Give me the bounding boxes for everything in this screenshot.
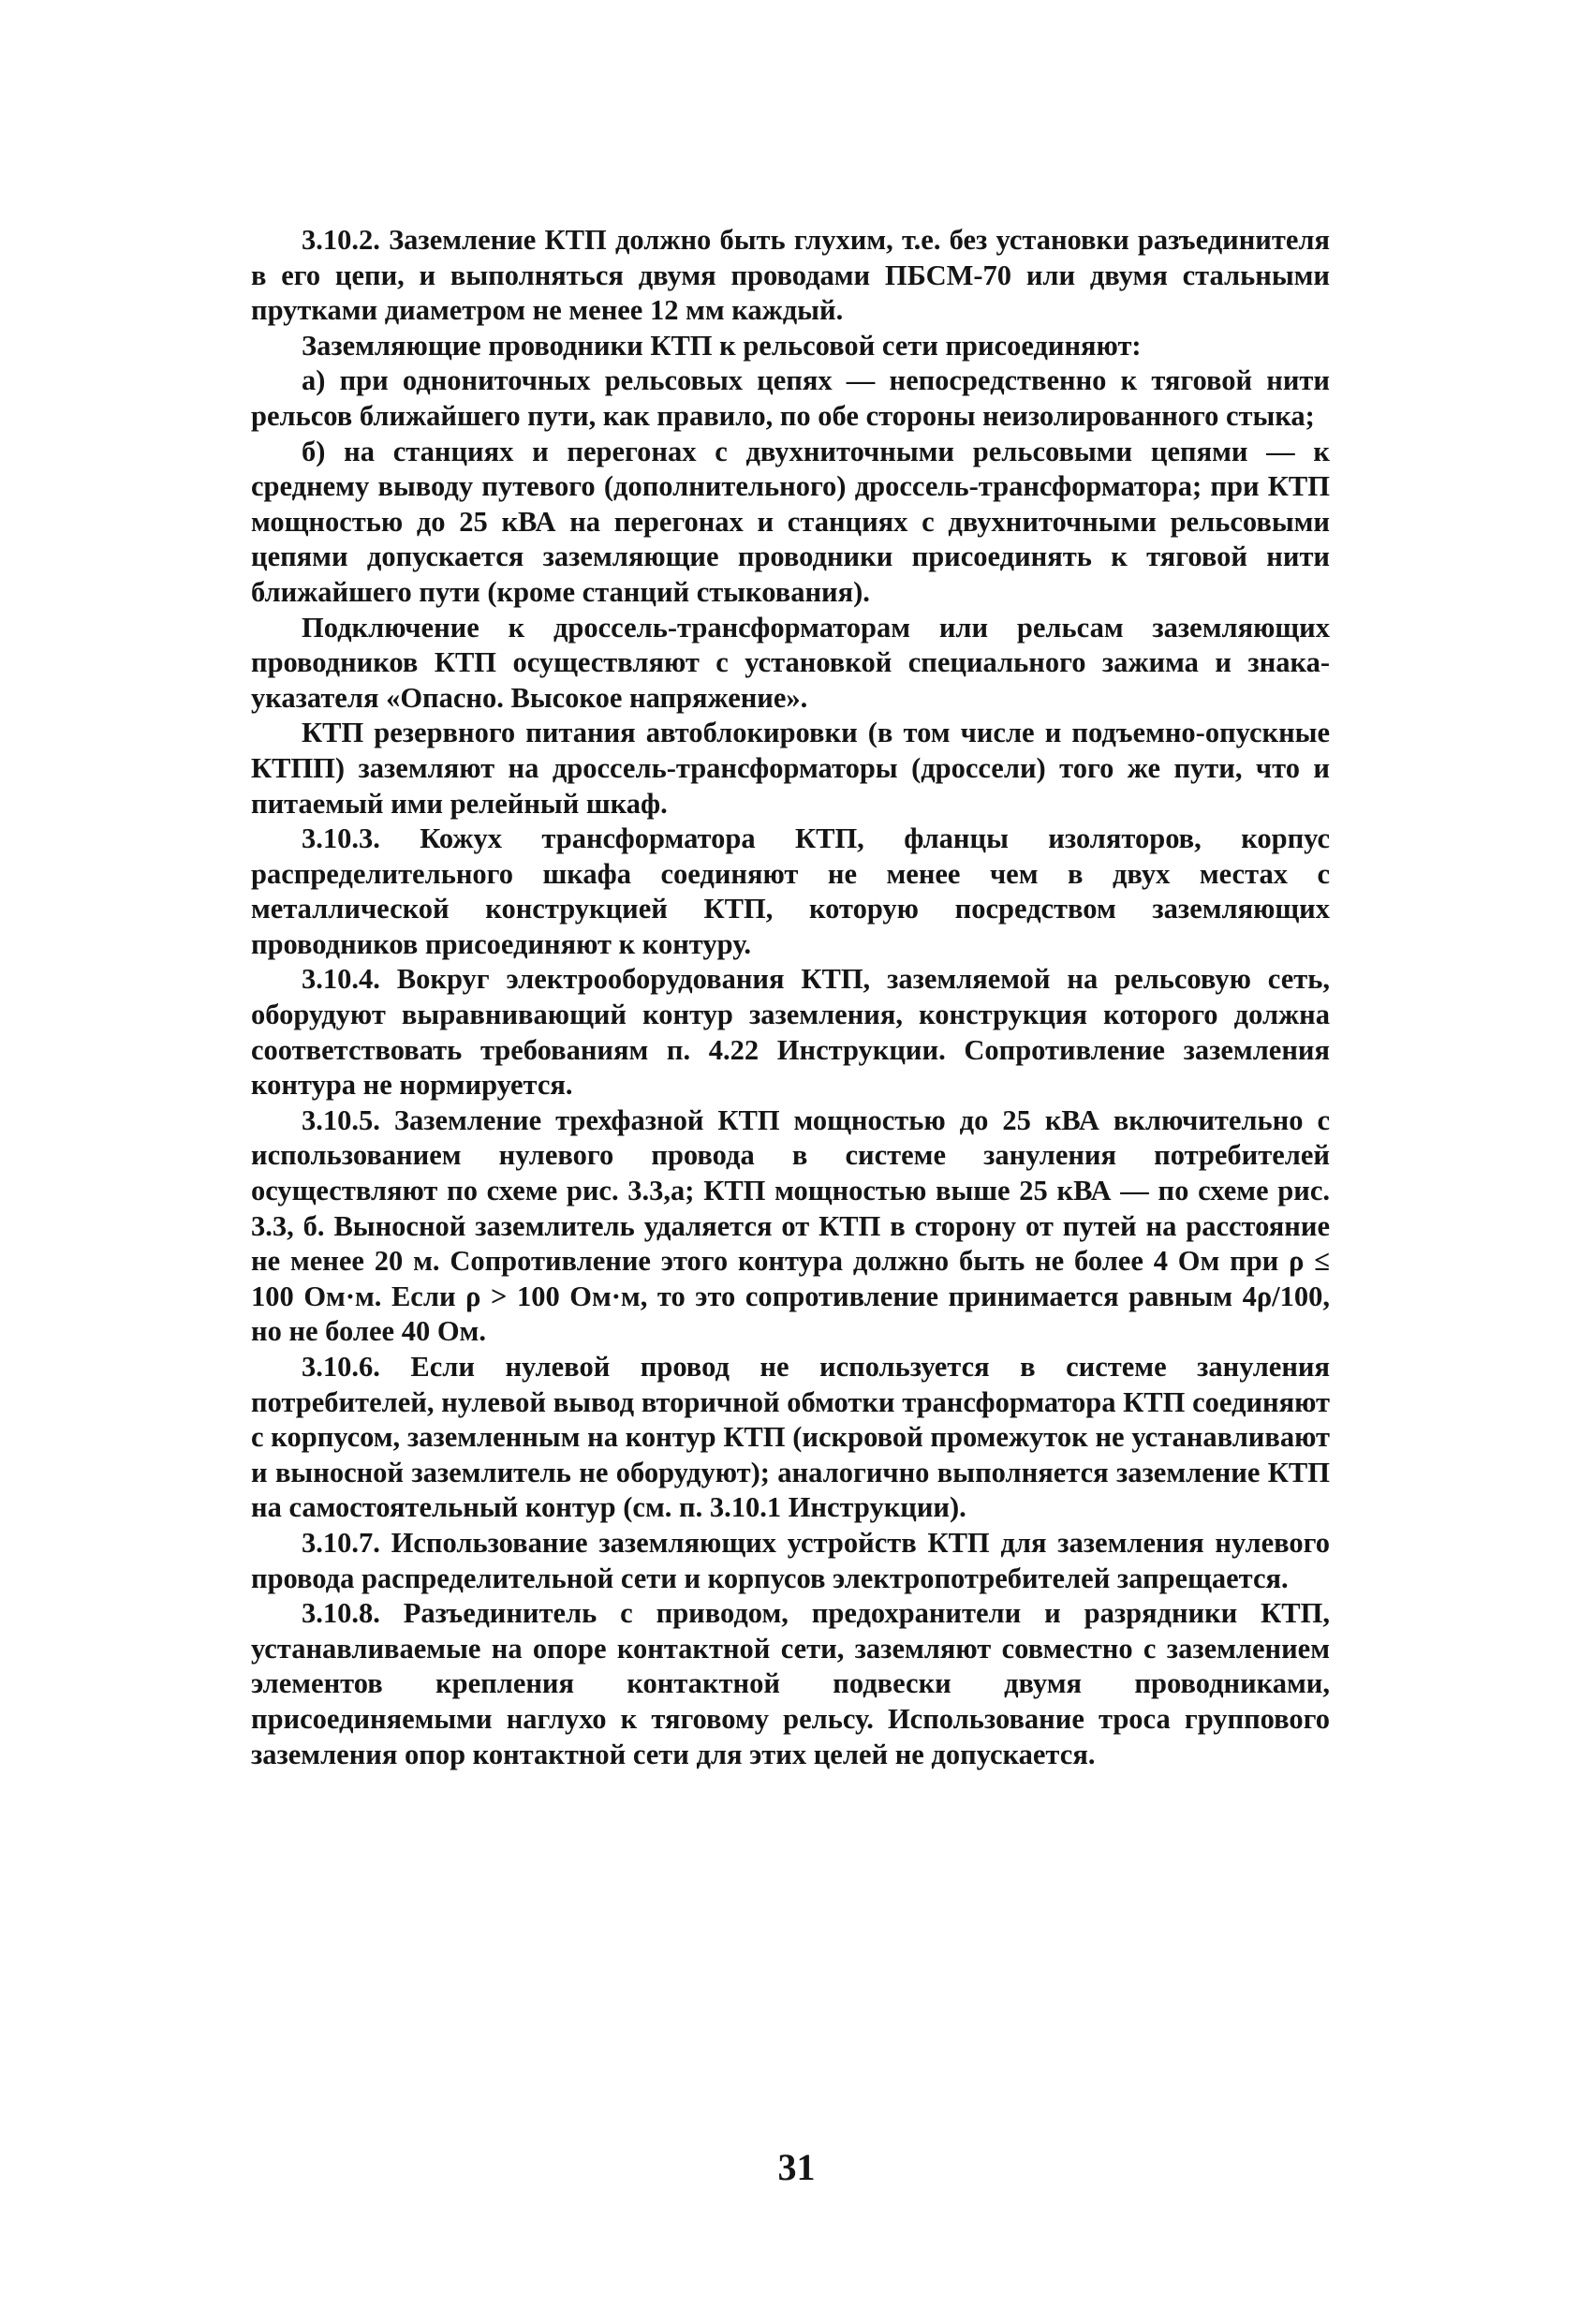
list-item-a: а) при однониточных рельсовых цепях — непосредственно к тяговой нити рельсов ближайшего пути, как правило, по обе стороны неизолированного стыка; xyxy=(251,364,1330,432)
paragraph-connection: Подключение к дроссель-трансформаторам или рельсам заземляющих проводников КТП осуществляют с установкой специального зажима и знака-указателя «Опасно. Высокое напряжение». xyxy=(251,611,1330,714)
paragraph-reserve-ktp: КТП резервного питания автоблокировки (в том числе и подъемно-опускные КТПП) заземляют на дроссель-трансформаторы (дроссели) того же пути, что и питаемый ими релейный шкаф. xyxy=(251,717,1330,820)
paragraph-3-10-5: 3.10.5. Заземление трехфазной КТП мощностью до 25 кВА включительно с использованием нулевого провода в системе зануления потребителей осуществляют по схеме рис. 3.3,а; КТП мощностью выше 25 кВА — по схеме рис. 3.3, б. Выносной заземлитель удаляется от КТП в сторону от путей на расстояние не менее 20 м. Сопротивление этого контура должно быть не более 4 Ом при ρ ≤ 100 Ом·м. Если ρ > 100 Ом·м, то это сопротивление принимается равным 4ρ/100, но не более 40 Ом. xyxy=(251,1103,1330,1348)
paragraph-3-10-2: 3.10.2. Заземление КТП должно быть глухим, т.е. без установки разъединителя в его цепи, и выполняться двумя проводами ПБСМ-70 или двумя стальными прутками диаметром не менее 12 мм каждый. xyxy=(251,224,1330,327)
paragraph-3-10-3: 3.10.3. Кожух трансформатора КТП, фланцы изоляторов, корпус распределительного шкафа соединяют не менее чем в двух местах с металлической конструкцией КТП, которую посредством заземляющих проводников присоединяют к контуру. xyxy=(251,822,1330,960)
paragraph-3-10-7: 3.10.7. Использование заземляющих устройств КТП для заземления нулевого провода распределительной сети и корпусов электропотребителей запрещается. xyxy=(251,1526,1330,1594)
paragraph-3-10-4: 3.10.4. Вокруг электрооборудования КТП, заземляемой на рельсовую сеть, оборудуют выравнивающий контур заземления, конструкция которого должна соответствовать требованиям п. 4.22 Инструкции. Сопротивление заземления контура не нормируется. xyxy=(251,963,1330,1102)
paragraph-grounding-intro: Заземляющие проводники КТП к рельсовой сети присоединяют: xyxy=(302,329,1142,362)
paragraph-3-10-6: 3.10.6. Если нулевой провод не используется в системе зануления потребителей, нулевой вывод вторичной обмотки трансформатора КТП соединяют с корпусом, заземленным на контур КТП (искровой промежуток не устанавливают и выносной заземлитель не оборудуют); аналогично выполняется заземление КТП на самостоятельный контур (см. п. 3.10.1 Инструкции). xyxy=(251,1351,1330,1524)
document-page xyxy=(251,223,1330,1772)
list-item-b: б) на станциях и перегонах с двухниточными рельсовыми цепями — к среднему выводу путевого (дополнительного) дроссель-трансформатора; при КТП мощностью до 25 кВА на перегонах и станциях с двухниточными рельсовыми цепями допускается заземляющие проводники присоединять к тяговой нити ближайшего пути (кроме станций стыкования). xyxy=(251,435,1330,608)
paragraph-3-10-8: 3.10.8. Разъединитель с приводом, предохранители и разрядники КТП, устанавливаемые на опоре контактной сети, заземляют совместно с заземлением элементов крепления контактной подвески двумя проводниками, присоединяемыми наглухо к тяговому рельсу. Использование троса группового заземления опор контактной сети для этих целей не допускается. xyxy=(251,1597,1330,1770)
page-number: 31 xyxy=(777,2146,816,2188)
